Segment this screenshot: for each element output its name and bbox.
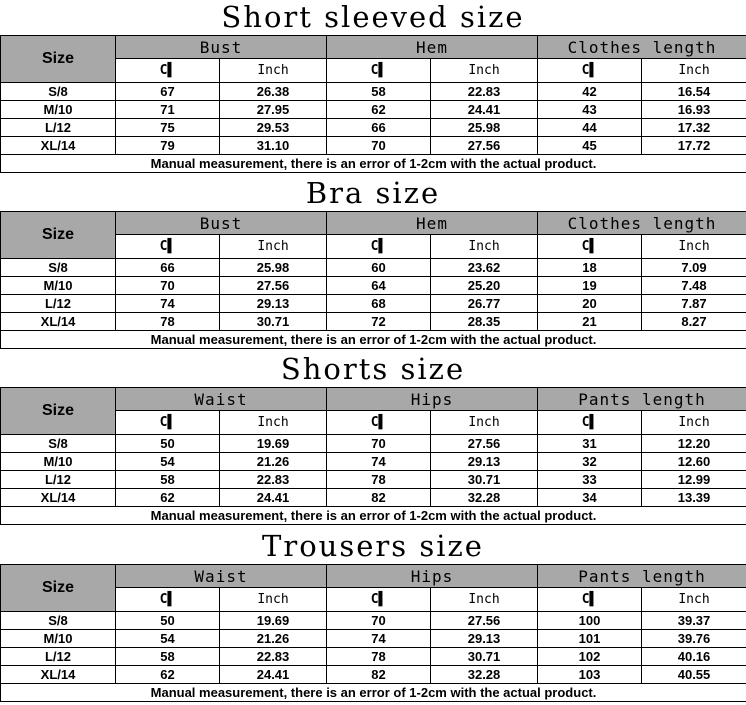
measurement-cell: 32 <box>538 453 642 471</box>
unit-inch-label: Inch <box>431 59 538 83</box>
table-row <box>1 612 746 630</box>
size-label: M/10 <box>1 277 116 295</box>
measurement-cell: 29.53 <box>220 119 327 137</box>
size-label: S/8 <box>1 435 116 453</box>
size-table <box>0 564 746 702</box>
measurement-cell: 19.69 <box>220 612 327 630</box>
unit-inch-label: Inch <box>431 588 538 612</box>
measurement-cell: 21.26 <box>220 453 327 471</box>
measurement-cell: 25.20 <box>431 277 538 295</box>
unit-inch-label: Inch <box>220 59 327 83</box>
table-row <box>1 137 746 155</box>
measurement-cell: 82 <box>327 666 431 684</box>
measurement-group-header: Hem <box>327 212 538 235</box>
measurement-cell: 20 <box>538 295 642 313</box>
measurement-cell: 22.83 <box>431 83 538 101</box>
measurement-cell: 67 <box>116 83 220 101</box>
measurement-cell: 102 <box>538 648 642 666</box>
measurement-cell: 33 <box>538 471 642 489</box>
measurement-cell: 71 <box>116 101 220 119</box>
size-label: XL/14 <box>1 666 116 684</box>
measurement-cell: 19 <box>538 277 642 295</box>
measurement-cell: 30.71 <box>431 648 538 666</box>
measurement-cell: 22.83 <box>220 648 327 666</box>
measurement-cell: 70 <box>327 612 431 630</box>
measurement-cell: 68 <box>327 295 431 313</box>
measurement-group-header: Pants length <box>538 565 746 588</box>
measurement-cell: 45 <box>538 137 642 155</box>
measurement-note: Manual measurement, there is an error of 1-2cm with the actual product. <box>1 331 746 349</box>
measurement-group-header: Waist <box>116 565 327 588</box>
table-row <box>1 471 746 489</box>
measurement-cell: 12.60 <box>642 453 746 471</box>
size-label: M/10 <box>1 101 116 119</box>
table-row <box>1 313 746 331</box>
header-row <box>1 212 746 235</box>
unit-cm-label: C▌ <box>327 411 431 435</box>
size-label: S/8 <box>1 612 116 630</box>
measurement-cell: 12.99 <box>642 471 746 489</box>
size-label: L/12 <box>1 648 116 666</box>
measurement-cell: 29.13 <box>431 630 538 648</box>
measurement-cell: 21 <box>538 313 642 331</box>
measurement-cell: 29.13 <box>220 295 327 313</box>
measurement-cell: 54 <box>116 630 220 648</box>
measurement-cell: 78 <box>327 648 431 666</box>
note-row <box>1 155 746 173</box>
measurement-cell: 75 <box>116 119 220 137</box>
unit-inch-label: Inch <box>431 411 538 435</box>
measurement-cell: 74 <box>116 295 220 313</box>
measurement-cell: 74 <box>327 453 431 471</box>
measurement-cell: 72 <box>327 313 431 331</box>
measurement-cell: 27.56 <box>431 137 538 155</box>
measurement-cell: 21.26 <box>220 630 327 648</box>
measurement-group-header: Hips <box>327 565 538 588</box>
measurement-cell: 60 <box>327 259 431 277</box>
size-section <box>0 0 746 176</box>
unit-cm-label: C▌ <box>538 411 642 435</box>
measurement-cell: 58 <box>327 83 431 101</box>
size-label: M/10 <box>1 630 116 648</box>
measurement-group-header: Bust <box>116 36 327 59</box>
size-table <box>0 387 746 525</box>
measurement-group-header: Clothes length <box>538 36 746 59</box>
table-row <box>1 435 746 453</box>
header-row <box>1 36 746 59</box>
measurement-cell: 58 <box>116 648 220 666</box>
unit-inch-label: Inch <box>220 411 327 435</box>
measurement-cell: 26.77 <box>431 295 538 313</box>
measurement-cell: 12.20 <box>642 435 746 453</box>
unit-cm-label: C▌ <box>327 588 431 612</box>
unit-inch-label: Inch <box>642 235 746 259</box>
table-row <box>1 666 746 684</box>
unit-cm-label: C▌ <box>327 235 431 259</box>
measurement-cell: 22.83 <box>220 471 327 489</box>
measurement-cell: 16.54 <box>642 83 746 101</box>
measurement-cell: 27.56 <box>431 612 538 630</box>
measurement-cell: 27.95 <box>220 101 327 119</box>
measurement-cell: 30.71 <box>220 313 327 331</box>
unit-inch-label: Inch <box>431 235 538 259</box>
size-label: L/12 <box>1 295 116 313</box>
size-label: S/8 <box>1 259 116 277</box>
size-table <box>0 35 746 173</box>
measurement-cell: 78 <box>327 471 431 489</box>
unit-cm-label: C▌ <box>116 235 220 259</box>
measurement-cell: 7.09 <box>642 259 746 277</box>
measurement-cell: 32.28 <box>431 666 538 684</box>
unit-cm-label: C▌ <box>116 411 220 435</box>
section-title: Trousers size <box>262 529 484 563</box>
measurement-cell: 17.72 <box>642 137 746 155</box>
measurement-cell: 7.87 <box>642 295 746 313</box>
measurement-cell: 62 <box>116 489 220 507</box>
measurement-cell: 34 <box>538 489 642 507</box>
measurement-note: Manual measurement, there is an error of 1-2cm with the actual product. <box>1 507 746 525</box>
measurement-cell: 58 <box>116 471 220 489</box>
measurement-cell: 7.48 <box>642 277 746 295</box>
measurement-group-header: Pants length <box>538 388 746 411</box>
unit-cm-label: C▌ <box>538 235 642 259</box>
size-label: XL/14 <box>1 489 116 507</box>
measurement-cell: 43 <box>538 101 642 119</box>
measurement-cell: 24.41 <box>431 101 538 119</box>
measurement-cell: 70 <box>327 435 431 453</box>
unit-inch-label: Inch <box>642 59 746 83</box>
table-row <box>1 648 746 666</box>
measurement-cell: 62 <box>327 101 431 119</box>
measurement-cell: 8.27 <box>642 313 746 331</box>
measurement-cell: 32.28 <box>431 489 538 507</box>
size-section <box>0 176 746 352</box>
note-row <box>1 684 746 702</box>
measurement-cell: 101 <box>538 630 642 648</box>
measurement-cell: 39.37 <box>642 612 746 630</box>
measurement-note: Manual measurement, there is an error of 1-2cm with the actual product. <box>1 684 746 702</box>
table-row <box>1 119 746 137</box>
measurement-cell: 40.16 <box>642 648 746 666</box>
size-label: M/10 <box>1 453 116 471</box>
measurement-cell: 31 <box>538 435 642 453</box>
measurement-cell: 66 <box>327 119 431 137</box>
measurement-cell: 23.62 <box>431 259 538 277</box>
measurement-cell: 13.39 <box>642 489 746 507</box>
measurement-cell: 50 <box>116 612 220 630</box>
measurement-cell: 79 <box>116 137 220 155</box>
section-title: Bra size <box>305 176 441 210</box>
table-row <box>1 277 746 295</box>
unit-inch-label: Inch <box>642 411 746 435</box>
size-label: L/12 <box>1 119 116 137</box>
unit-cm-label: C▌ <box>538 59 642 83</box>
measurement-cell: 100 <box>538 612 642 630</box>
size-label: S/8 <box>1 83 116 101</box>
header-row <box>1 565 746 588</box>
size-column-header: Size <box>1 565 116 612</box>
table-row <box>1 453 746 471</box>
section-title: Shorts size <box>280 352 466 386</box>
unit-cm-label: C▌ <box>538 588 642 612</box>
table-row <box>1 259 746 277</box>
measurement-cell: 54 <box>116 453 220 471</box>
table-row <box>1 630 746 648</box>
measurement-cell: 19.69 <box>220 435 327 453</box>
measurement-group-header: Waist <box>116 388 327 411</box>
measurement-cell: 78 <box>116 313 220 331</box>
table-row <box>1 83 746 101</box>
header-row <box>1 388 746 411</box>
measurement-cell: 74 <box>327 630 431 648</box>
measurement-cell: 16.93 <box>642 101 746 119</box>
size-table <box>0 211 746 349</box>
section-title: Short sleeved size <box>221 0 525 34</box>
measurement-cell: 27.56 <box>220 277 327 295</box>
measurement-note: Manual measurement, there is an error of 1-2cm with the actual product. <box>1 155 746 173</box>
unit-inch-label: Inch <box>220 588 327 612</box>
size-label: XL/14 <box>1 313 116 331</box>
note-row <box>1 507 746 525</box>
measurement-cell: 40.55 <box>642 666 746 684</box>
measurement-cell: 24.41 <box>220 666 327 684</box>
measurement-cell: 44 <box>538 119 642 137</box>
measurement-cell: 25.98 <box>431 119 538 137</box>
unit-inch-label: Inch <box>220 235 327 259</box>
measurement-cell: 66 <box>116 259 220 277</box>
measurement-cell: 17.32 <box>642 119 746 137</box>
note-row <box>1 331 746 349</box>
measurement-cell: 28.35 <box>431 313 538 331</box>
measurement-cell: 42 <box>538 83 642 101</box>
size-column-header: Size <box>1 36 116 83</box>
size-section <box>0 352 746 528</box>
measurement-cell: 24.41 <box>220 489 327 507</box>
unit-cm-label: C▌ <box>327 59 431 83</box>
table-row <box>1 295 746 313</box>
measurement-cell: 29.13 <box>431 453 538 471</box>
measurement-cell: 30.71 <box>431 471 538 489</box>
table-row <box>1 101 746 119</box>
measurement-cell: 70 <box>116 277 220 295</box>
table-row <box>1 489 746 507</box>
measurement-cell: 31.10 <box>220 137 327 155</box>
size-column-header: Size <box>1 388 116 435</box>
unit-cm-label: C▌ <box>116 59 220 83</box>
unit-inch-label: Inch <box>642 588 746 612</box>
measurement-cell: 70 <box>327 137 431 155</box>
measurement-cell: 103 <box>538 666 642 684</box>
measurement-cell: 27.56 <box>431 435 538 453</box>
size-label: XL/14 <box>1 137 116 155</box>
size-label: L/12 <box>1 471 116 489</box>
measurement-group-header: Hem <box>327 36 538 59</box>
measurement-cell: 26.38 <box>220 83 327 101</box>
measurement-cell: 62 <box>116 666 220 684</box>
measurement-group-header: Clothes length <box>538 212 746 235</box>
size-column-header: Size <box>1 212 116 259</box>
size-section <box>0 529 746 705</box>
measurement-group-header: Hips <box>327 388 538 411</box>
measurement-group-header: Bust <box>116 212 327 235</box>
measurement-cell: 18 <box>538 259 642 277</box>
unit-cm-label: C▌ <box>116 588 220 612</box>
measurement-cell: 25.98 <box>220 259 327 277</box>
measurement-cell: 64 <box>327 277 431 295</box>
measurement-cell: 82 <box>327 489 431 507</box>
measurement-cell: 50 <box>116 435 220 453</box>
measurement-cell: 39.76 <box>642 630 746 648</box>
